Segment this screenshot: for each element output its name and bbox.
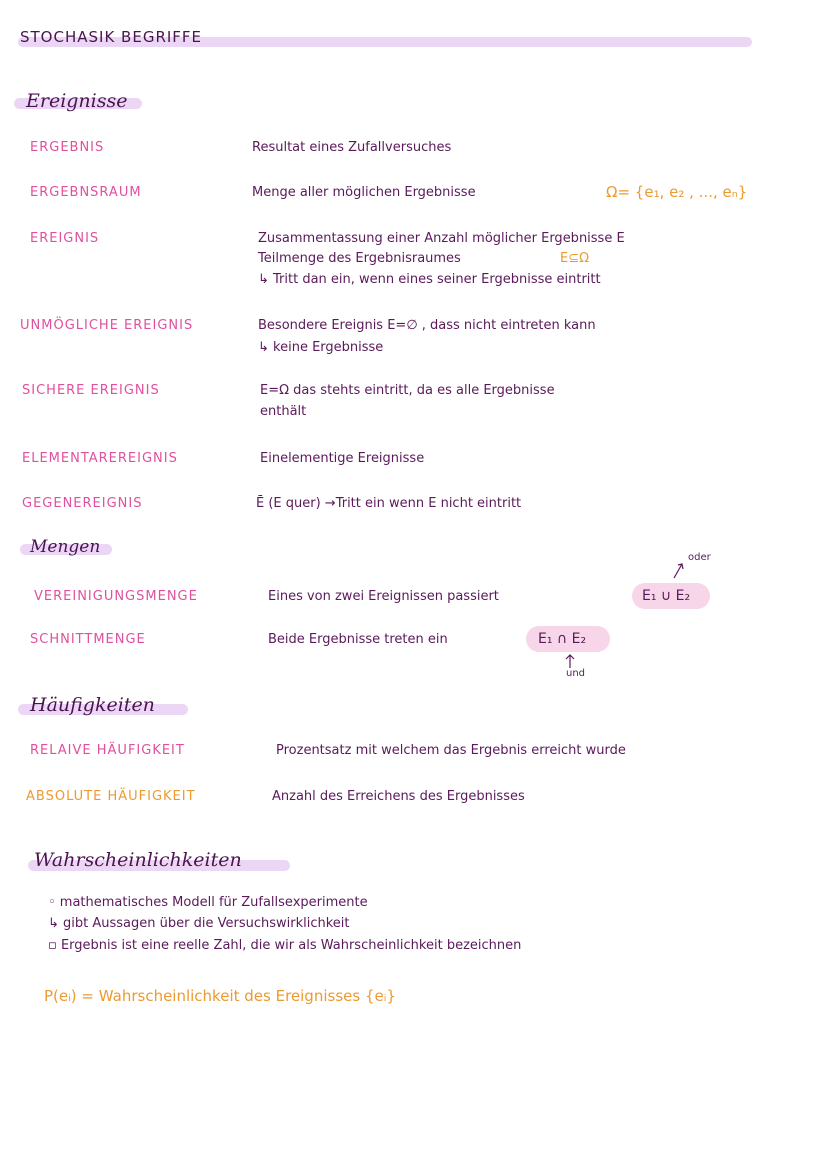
def-ereignis-line1: Zusammentassung einer Anzahl möglicher Ergebnisse E (258, 231, 625, 246)
section-wahrscheinlichkeiten: Wahrscheinlichkeiten (34, 849, 242, 871)
arrow-up-icon (564, 652, 576, 670)
term-schnitt: SCHNITTMENGE (30, 632, 146, 647)
def-elementar: Einelementige Ereignisse (260, 451, 425, 466)
def-sicher-line2: enthält (260, 404, 307, 419)
term-sicher: SICHERE EREIGNIS (22, 383, 160, 398)
section-mengen: Mengen (30, 537, 101, 557)
def-gegen: Ē (E quer) →Tritt ein wenn E nicht eintritt (256, 496, 522, 511)
def-unmoeglich-line1: Besondere Ereignis E=∅ , dass nicht eintreten kann (258, 318, 596, 333)
def-vereinigung: Eines von zwei Ereignissen passiert (268, 589, 499, 604)
wahrsch-line3: ▫ Ergebnis ist eine reelle Zahl, die wir als Wahrscheinlichkeit bezeichnen (48, 938, 522, 953)
section-haeufigkeiten: Häufigkeiten (30, 694, 155, 716)
def-ergebnisraum: Menge aller möglichen Ergebnisse (252, 185, 476, 200)
wahrsch-line2: ↳ gibt Aussagen über die Versuchswirklichkeit (48, 916, 350, 931)
term-elementar: ELEMENTAREREIGNIS (22, 451, 178, 466)
def-unmoeglich-line2: ↳ keine Ergebnisse (258, 340, 384, 355)
page-title: STOCHASIK BEGRIFFE (20, 28, 203, 46)
def-ergebnis: Resultat eines Zufallversuches (252, 140, 452, 155)
def-schnitt: Beide Ergebnisse treten ein (268, 632, 448, 647)
note-oder: oder (688, 552, 711, 563)
def-absolut: Anzahl des Erreichens des Ergebnisses (272, 789, 525, 804)
def-sicher-line1: E=Ω das stehts eintritt, da es alle Ergebnisse (260, 383, 555, 398)
term-unmoeglich: UNMÖGLICHE EREIGNIS (20, 318, 194, 333)
formula-vereinigung: E₁ ∪ E₂ (642, 588, 691, 604)
formula-ereignis: E⊆Ω (560, 251, 590, 266)
formula-ergebnisraum: Ω= {e₁, e₂ , ..., eₙ} (606, 183, 748, 201)
term-ereignis: EREIGNIS (30, 231, 100, 246)
section-ereignisse: Ereignisse (26, 90, 128, 112)
formula-schnitt: E₁ ∩ E₂ (538, 631, 587, 647)
def-relativ: Prozentsatz mit welchem das Ergebnis erreicht wurde (276, 743, 626, 758)
wahrsch-line1: ◦ mathematisches Modell für Zufallsexperimente (48, 895, 368, 910)
wahrsch-formula: P(eᵢ) = Wahrscheinlichkeit des Ereignisses {eᵢ} (44, 987, 396, 1005)
term-ergebnis: ERGEBNIS (30, 140, 105, 155)
note-und: und (566, 668, 586, 679)
term-ergebnisraum: ERGEBNSRAUM (30, 185, 142, 200)
term-vereinigung: VEREINIGUNGSMENGE (34, 589, 198, 604)
def-ereignis-line2: Teilmenge des Ergebnisraumes (258, 251, 461, 266)
term-absolut: ABSOLUTE HÄUFIGKEIT (26, 789, 196, 804)
arrow-up-icon (672, 560, 686, 580)
def-ereignis-line3: ↳ Tritt dan ein, wenn eines seiner Ergebnisse eintritt (258, 272, 601, 287)
term-gegen: GEGENEREIGNIS (22, 496, 143, 511)
term-relativ: RELAIVE HÄUFIGKEIT (30, 743, 185, 758)
